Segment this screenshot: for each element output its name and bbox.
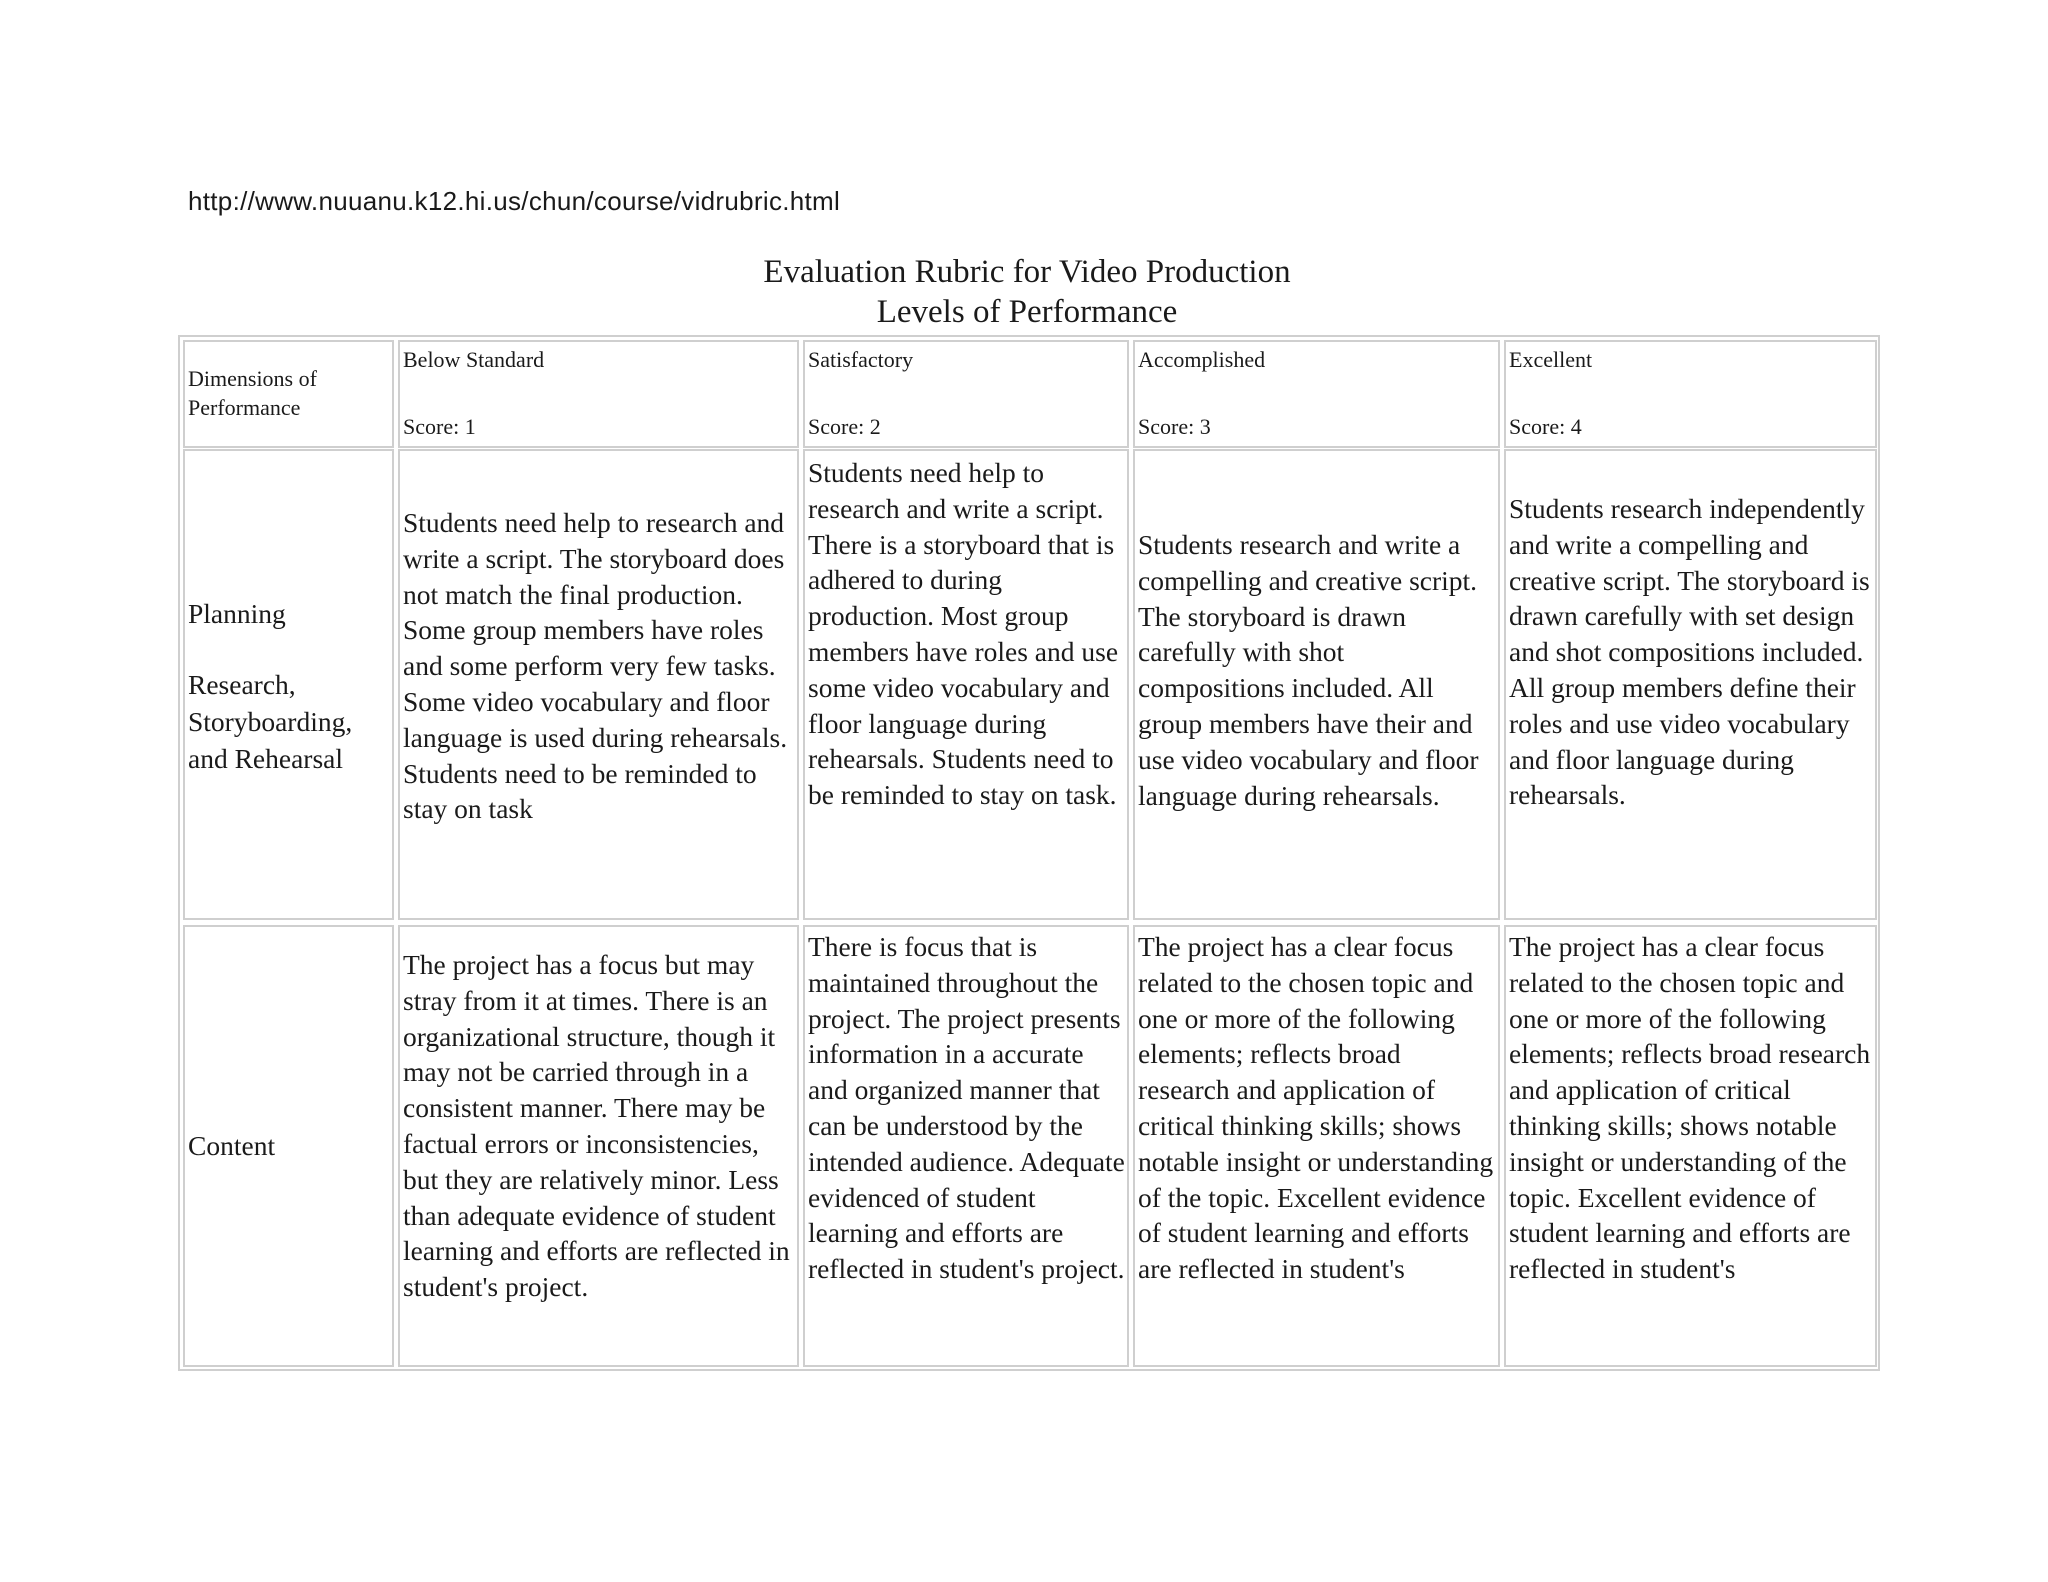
- rubric-cell-text: Students research independently and write a compelling and creative script. The storyboard is drawn carefully with set design and shot compositions included. All group members define their roles and use video vocabulary and floor language during rehearsals.: [1509, 493, 1870, 811]
- header-cell-level-3: [1133, 340, 1500, 448]
- level-label: Below Standard: [403, 347, 545, 372]
- dimension-name: Content: [188, 1130, 276, 1161]
- level-score: Score: 3: [1138, 414, 1211, 439]
- rubric-cell: [1133, 449, 1500, 920]
- rubric-cell: [1504, 925, 1877, 1367]
- rubric-cell: [803, 449, 1129, 920]
- rubric-cell-text: There is focus that is maintained throughout the project. The project presents information in a accurate and organized manner that can be understood by the intended audience. Adequate evidenced of student learning and efforts are reflected in student's project.: [808, 931, 1125, 1285]
- source-url: http://www.nuuanu.k12.hi.us/chun/course/vidrubric.html: [188, 186, 841, 216]
- rubric-cell: [398, 925, 799, 1367]
- rubric-cell: [1133, 925, 1500, 1367]
- dimension-name: Planning: [188, 598, 286, 629]
- level-score: Score: 2: [808, 414, 881, 439]
- dimension-cell-content: [183, 925, 394, 1367]
- rubric-cell-text: The project has a clear focus related to the chosen topic and one or more of the following elements; reflects broad research and application of critical thinking skills; shows notable insight or understanding of the topic. Excellent evidence of student learning and efforts are reflected in student's: [1509, 931, 1871, 1285]
- rubric-cell: [398, 449, 799, 920]
- rubric-cell-text: The project has a clear focus related to the chosen topic and one or more of the following elements; reflects broad research and application of critical thinking skills; shows notable insight or understanding of the topic. Excellent evidence of student learning and efforts are reflected in student's: [1138, 931, 1494, 1285]
- dimension-text: [188, 1127, 390, 1164]
- dimensions-header-label: Dimensions of Performance: [188, 366, 317, 420]
- rubric-cell-text: The project has a focus but may stray from it at times. There is an organizational structure, though it may not be carried through in a consistent manner. There may be factual errors or inconsistencies, but they are relatively minor. Less than adequate evidence of student learning and efforts are reflected in student's project.: [403, 949, 790, 1303]
- level-label: Excellent: [1509, 347, 1593, 372]
- page-subtitle: Levels of Performance: [876, 294, 1178, 330]
- level-label: Accomplished: [1138, 347, 1266, 372]
- header-cell-dimensions: [183, 340, 394, 448]
- rubric-cell: [1504, 449, 1877, 920]
- header-cell-level-2: [803, 340, 1129, 448]
- dimension-detail: Research, Storyboarding, and Rehearsal: [188, 669, 353, 774]
- rubric-cell-text: Students need help to research and write a script. There is a storyboard that is adhered to during production. Most group members have roles and use some video vocabulary and floor language during rehearsals. Students need to be reminded to stay on task.: [808, 457, 1119, 811]
- level-score: Score: 4: [1509, 414, 1582, 439]
- rubric-cell-text: Students research and write a compelling and creative script. The storyboard is drawn carefully with shot compositions included. All group members have their and use video vocabulary and floor language during rehearsals.: [1138, 529, 1479, 811]
- rubric-cell-text: Students need help to research and write a script. The storyboard does not match the final production. Some group members have roles and some perform very few tasks. Some video vocabulary and floor language is used during rehearsals. Students need to be reminded to stay on task: [403, 507, 788, 825]
- dimension-text: [188, 595, 390, 777]
- rubric-cell: [803, 925, 1129, 1367]
- header-cell-level-4: [1504, 340, 1877, 448]
- header-cell-level-1: [398, 340, 799, 448]
- level-label: Satisfactory: [808, 347, 914, 372]
- dimension-cell-planning: [183, 449, 394, 920]
- level-score: Score: 1: [403, 414, 476, 439]
- rubric-table: [178, 335, 1880, 1371]
- page-title: Evaluation Rubric for Video Production: [763, 254, 1291, 290]
